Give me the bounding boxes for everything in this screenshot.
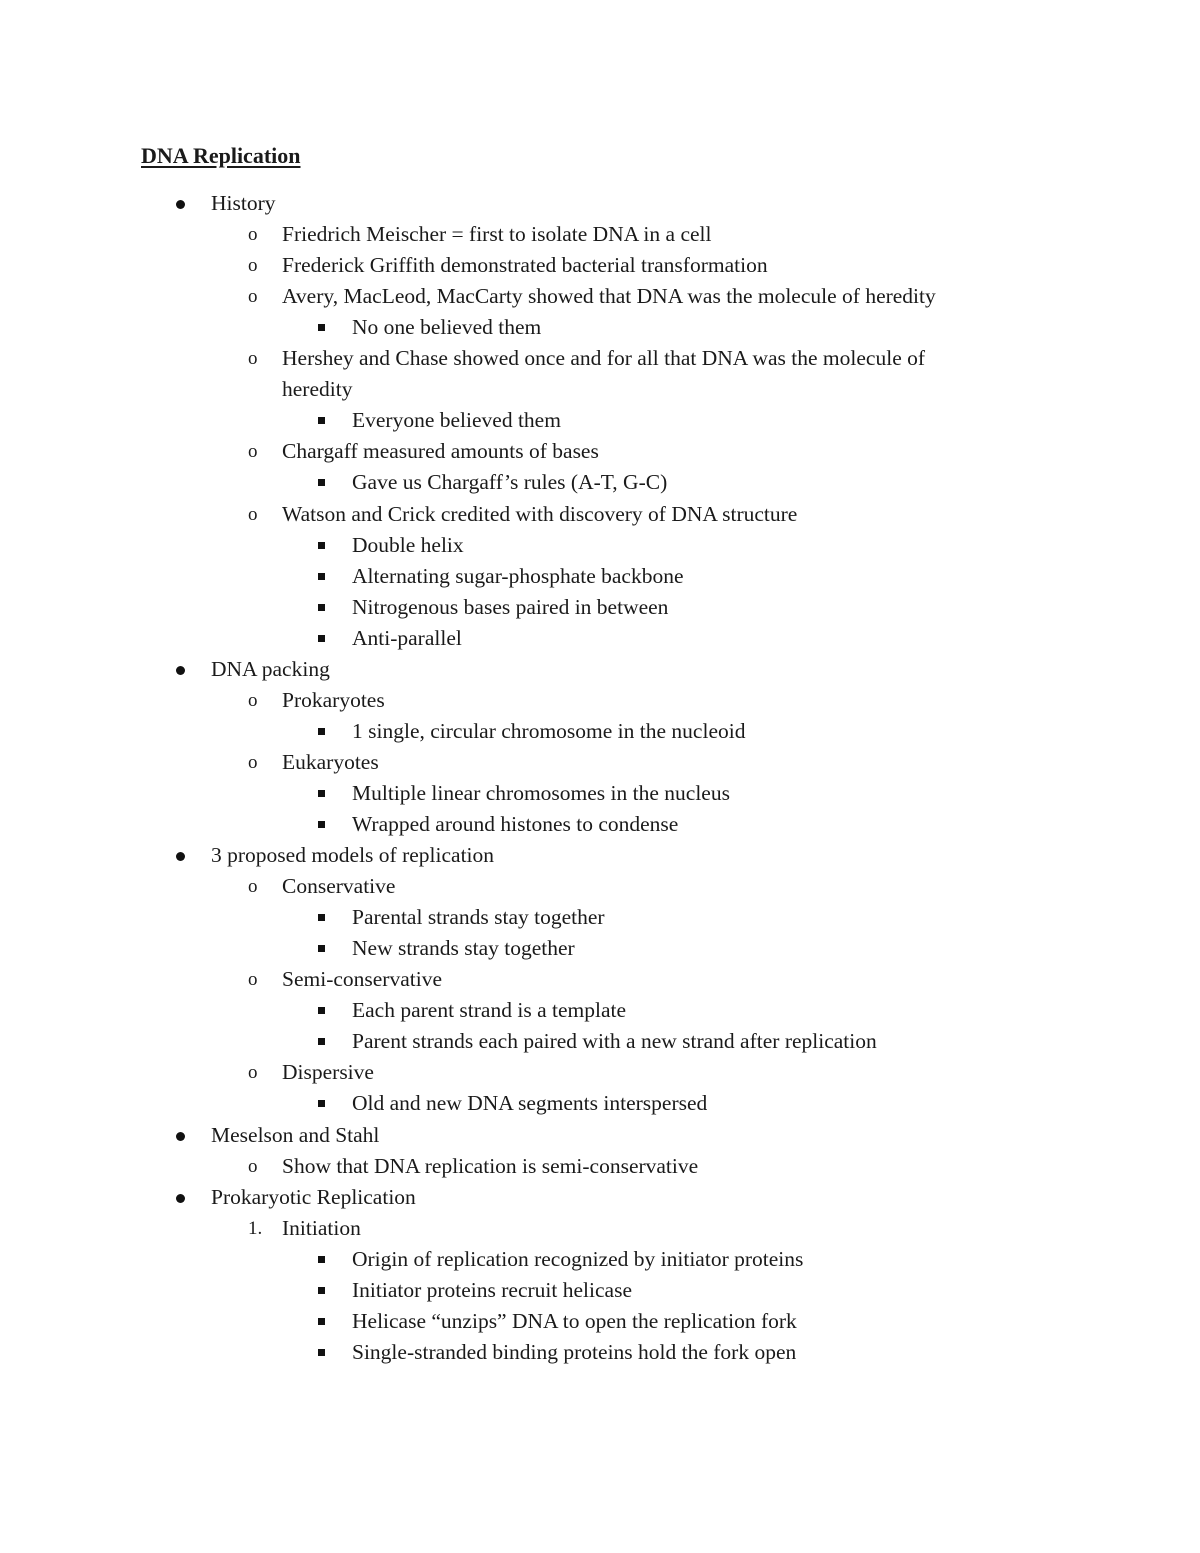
outline-item-text: 1 single, circular chromosome in the nucleoid — [352, 718, 746, 743]
outline-item-text: Dispersive — [282, 1060, 374, 1085]
bullet-circle-icon: o — [248, 1062, 258, 1084]
bullet-square-icon — [318, 933, 325, 964]
bullet-square-icon — [318, 405, 325, 436]
outline-item-text: Anti-parallel — [352, 625, 462, 650]
bullet-circle-icon: o — [248, 876, 258, 898]
outline-item-text: Old and new DNA segments interspersed — [352, 1091, 708, 1116]
outline-item-text: Eukaryotes — [282, 749, 379, 774]
outline-item-text: Double helix — [352, 532, 464, 557]
outline-item-text: Alternating sugar-phosphate backbone — [352, 563, 684, 588]
outline-item-text: Hershey and Chase showed once and for all that DNA was the molecule of — [282, 346, 926, 371]
bullet-square-icon — [318, 1244, 325, 1275]
bullet-circle-icon: o — [248, 503, 258, 525]
bullet-square-icon — [318, 312, 325, 343]
outline-item-text: Show that DNA replication is semi-conservative — [282, 1153, 699, 1178]
list-number: 1. — [248, 1217, 263, 1239]
bullet-square-icon — [318, 592, 325, 623]
outline-item-text: Prokaryotic Replication — [211, 1184, 416, 1209]
bullet-circle-icon: o — [248, 689, 258, 711]
bullet-square-icon — [318, 995, 325, 1026]
outline-item-text: Initiator proteins recruit helicase — [352, 1277, 632, 1302]
outline-item-text: heredity — [282, 377, 353, 402]
outline-item-text: Frederick Griffith demonstrated bacterial transformation — [282, 253, 768, 278]
outline-item-text: Wrapped around histones to condense — [352, 812, 679, 836]
outline-item-text: Friedrich Meischer = first to isolate DNA in a cell — [282, 222, 712, 247]
bullet-circle-icon: o — [248, 224, 258, 246]
bullet-square-icon — [318, 778, 325, 809]
outline-item-text: Prokaryotes — [282, 687, 385, 712]
outline-item-text: Everyone believed them — [352, 408, 561, 433]
outline-item-text: History — [211, 191, 276, 215]
outline-item-text: Chargaff measured amounts of bases — [282, 439, 599, 464]
bullet-square-icon — [318, 623, 325, 654]
outline-item-text: DNA packing — [211, 656, 330, 681]
bullet-square-icon — [318, 1275, 325, 1306]
bullet-square-icon — [318, 1337, 325, 1368]
bullet-square-icon — [318, 716, 325, 747]
outline-item-text: Avery, MacLeod, MacCarty showed that DNA was the molecule of heredity — [282, 284, 936, 309]
bullet-circle-icon: o — [248, 348, 258, 370]
bullet-circle-icon: o — [248, 751, 258, 773]
outline-item-text: Origin of replication recognized by initiator proteins — [352, 1246, 804, 1271]
bullet-square-icon — [318, 561, 325, 592]
bullet-square-icon — [318, 1026, 325, 1057]
bullet-dot-icon — [176, 1120, 185, 1151]
bullet-circle-icon: o — [248, 286, 258, 308]
outline-item-text: Meselson and Stahl — [211, 1122, 380, 1147]
outline-item-text: Single-stranded binding proteins hold the fork open — [352, 1339, 797, 1364]
outline-item-text: Parental strands stay together — [352, 905, 605, 930]
outline-item-text: Parent strands each paired with a new strand after replication — [352, 1029, 877, 1054]
outline-item-text: New strands stay together — [352, 936, 575, 961]
outline-item-text: Multiple linear chromosomes in the nucleus — [352, 780, 730, 805]
outline-item-text: Helicase “unzips” DNA to open the replication fork — [352, 1308, 797, 1333]
outline-item-text: No one believed them — [352, 315, 542, 340]
bullet-dot-icon — [176, 188, 185, 219]
bullet-square-icon — [318, 467, 325, 498]
bullet-dot-icon — [176, 1182, 185, 1213]
bullet-square-icon — [318, 1306, 325, 1337]
bullet-dot-icon — [176, 654, 185, 685]
outline-item-text: Initiation — [282, 1215, 361, 1240]
bullet-square-icon — [318, 902, 325, 933]
outline-item-text: Each parent strand is a template — [352, 998, 627, 1023]
bullet-circle-icon: o — [248, 1155, 258, 1177]
bullet-circle-icon: o — [248, 255, 258, 277]
bullet-square-icon — [318, 809, 325, 840]
outline-item-text: Gave us Chargaff’s rules (A-T, G-C) — [352, 470, 668, 495]
bullet-square-icon — [318, 530, 325, 561]
outline-item-text: Semi-conservative — [282, 967, 443, 992]
outline-item-text: 3 proposed models of replication — [211, 843, 495, 868]
page-title: DNA Replication — [141, 143, 301, 168]
outline-item-text: Conservative — [282, 874, 396, 899]
bullet-circle-icon: o — [248, 441, 258, 463]
outline-item-text: Nitrogenous bases paired in between — [352, 594, 669, 619]
outline-item-text: Watson and Crick credited with discovery of DNA structure — [282, 501, 798, 526]
bullet-circle-icon: o — [248, 969, 258, 991]
bullet-square-icon — [318, 1088, 325, 1119]
bullet-dot-icon — [176, 840, 185, 871]
